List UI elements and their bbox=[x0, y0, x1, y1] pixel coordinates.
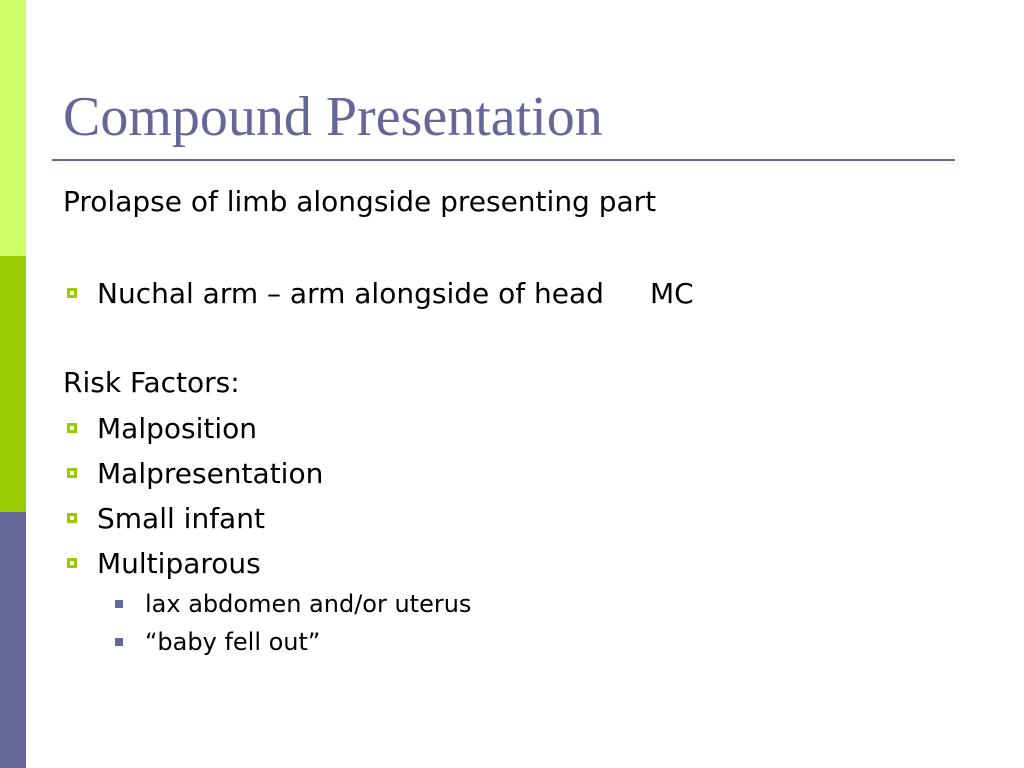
hollow-square-bullet-icon bbox=[67, 468, 77, 478]
filled-square-bullet-icon bbox=[115, 600, 123, 608]
side-bar-bottom-segment bbox=[0, 512, 26, 768]
side-accent-bar bbox=[0, 0, 26, 768]
intro-line: Prolapse of limb alongside presenting part bbox=[63, 185, 657, 218]
hollow-square-bullet-icon bbox=[67, 288, 77, 298]
risk-factor-label: Small infant bbox=[97, 501, 265, 535]
nuchal-arm-text: Nuchal arm – arm alongside of head bbox=[97, 276, 604, 310]
risk-factor-item bbox=[63, 410, 257, 446]
filled-square-bullet-icon bbox=[115, 638, 123, 646]
nuchal-arm-bullet bbox=[63, 275, 694, 311]
side-bar-middle-segment bbox=[0, 256, 26, 512]
multiparous-detail-text: lax abdomen and/or uterus bbox=[145, 590, 472, 618]
hollow-square-bullet-icon bbox=[67, 513, 77, 523]
title-underline bbox=[52, 159, 955, 161]
risk-factor-label: Malpresentation bbox=[97, 456, 324, 490]
multiparous-detail-item bbox=[115, 627, 320, 657]
risk-factor-item bbox=[63, 500, 265, 536]
risk-factor-item bbox=[63, 545, 261, 581]
risk-factor-label: Malposition bbox=[97, 411, 258, 445]
risk-factor-label: Multiparous bbox=[97, 546, 261, 580]
hollow-square-bullet-icon bbox=[67, 558, 77, 568]
risk-factor-item bbox=[63, 455, 323, 491]
hollow-square-bullet-icon bbox=[67, 423, 77, 433]
multiparous-detail-text: “baby fell out” bbox=[145, 628, 321, 656]
nuchal-arm-tag: MC bbox=[649, 276, 694, 310]
multiparous-detail-item bbox=[115, 589, 471, 619]
side-bar-top-segment bbox=[0, 0, 26, 256]
slide-title: Compound Presentation bbox=[63, 86, 603, 148]
risk-factors-heading: Risk Factors: bbox=[63, 366, 240, 399]
